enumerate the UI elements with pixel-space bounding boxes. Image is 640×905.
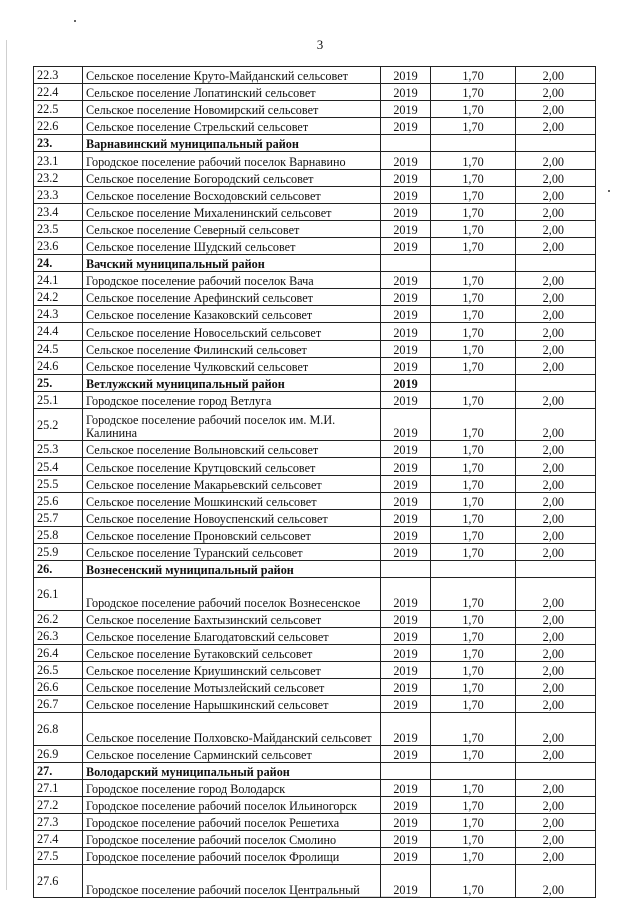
settlement-name: Городское поселение рабочий поселок им. М.И. Калинина bbox=[83, 408, 381, 441]
year-cell: 2019 bbox=[381, 627, 431, 644]
value-cell: 1,70 bbox=[431, 696, 516, 713]
row-number: 22.6 bbox=[34, 118, 83, 135]
value-cell: 2,00 bbox=[516, 306, 596, 323]
value-cell bbox=[431, 762, 516, 779]
year-cell: 2019 bbox=[381, 848, 431, 865]
value-cell: 1,70 bbox=[431, 203, 516, 220]
settlement-name: Варнавинский муниципальный район bbox=[83, 135, 381, 152]
district-row bbox=[34, 762, 596, 779]
value-cell bbox=[431, 561, 516, 578]
settlement-name: Сельское поселение Бутаковский сельсовет bbox=[83, 644, 381, 661]
table-row bbox=[34, 203, 596, 220]
year-cell: 2019 bbox=[381, 306, 431, 323]
table-row bbox=[34, 475, 596, 492]
table-row bbox=[34, 696, 596, 713]
value-cell: 2,00 bbox=[516, 814, 596, 831]
year-cell: 2019 bbox=[381, 441, 431, 458]
year-cell: 2019 bbox=[381, 713, 431, 746]
page-number: 3 bbox=[316, 37, 324, 52]
value-cell: 2,00 bbox=[516, 831, 596, 848]
value-cell: 2,00 bbox=[516, 357, 596, 374]
value-cell: 1,70 bbox=[431, 169, 516, 186]
year-cell: 2019 bbox=[381, 84, 431, 101]
district-row bbox=[34, 135, 596, 152]
table-row bbox=[34, 186, 596, 203]
settlement-name: Сельское поселение Лопатинский сельсовет bbox=[83, 84, 381, 101]
value-cell: 2,00 bbox=[516, 627, 596, 644]
year-cell: 2019 bbox=[381, 374, 431, 391]
settlement-name: Сельское поселение Стрельский сельсовет bbox=[83, 118, 381, 135]
row-number: 23.5 bbox=[34, 220, 83, 237]
table-row bbox=[34, 543, 596, 560]
value-cell: 2,00 bbox=[516, 475, 596, 492]
year-cell: 2019 bbox=[381, 865, 431, 898]
value-cell: 1,70 bbox=[431, 831, 516, 848]
value-cell: 1,70 bbox=[431, 610, 516, 627]
value-cell: 2,00 bbox=[516, 220, 596, 237]
year-cell: 2019 bbox=[381, 391, 431, 408]
table-row bbox=[34, 779, 596, 796]
value-cell: 2,00 bbox=[516, 644, 596, 661]
row-number: 26.2 bbox=[34, 610, 83, 627]
year-cell: 2019 bbox=[381, 152, 431, 169]
value-cell: 2,00 bbox=[516, 745, 596, 762]
value-cell: 2,00 bbox=[516, 543, 596, 560]
row-number: 27.5 bbox=[34, 848, 83, 865]
settlement-name: Городское поселение рабочий поселок Вознесенское bbox=[83, 578, 381, 611]
row-number: 25.9 bbox=[34, 543, 83, 560]
settlement-name: Сельское поселение Филинский сельсовет bbox=[83, 340, 381, 357]
settlement-name: Сельское поселение Криушинский сельсовет bbox=[83, 661, 381, 678]
settlement-name: Сельское поселение Мошкинский сельсовет bbox=[83, 492, 381, 509]
row-number: 24.2 bbox=[34, 289, 83, 306]
value-cell: 1,70 bbox=[431, 679, 516, 696]
settlement-name: Вознесенский муниципальный район bbox=[83, 561, 381, 578]
value-cell: 2,00 bbox=[516, 441, 596, 458]
value-cell: 2,00 bbox=[516, 340, 596, 357]
settlement-name: Сельское поселение Бахтызинский сельсовет bbox=[83, 610, 381, 627]
table-row bbox=[34, 67, 596, 84]
value-cell: 1,70 bbox=[431, 661, 516, 678]
row-number: 24. bbox=[34, 255, 83, 272]
value-cell: 1,70 bbox=[431, 84, 516, 101]
year-cell: 2019 bbox=[381, 458, 431, 475]
row-number: 26.6 bbox=[34, 679, 83, 696]
row-number: 26.3 bbox=[34, 627, 83, 644]
value-cell: 1,70 bbox=[431, 543, 516, 560]
value-cell: 1,70 bbox=[431, 306, 516, 323]
value-cell: 2,00 bbox=[516, 696, 596, 713]
year-cell: 2019 bbox=[381, 118, 431, 135]
value-cell: 2,00 bbox=[516, 186, 596, 203]
row-number: 26.1 bbox=[34, 578, 83, 611]
table-row bbox=[34, 509, 596, 526]
row-number: 26.8 bbox=[34, 713, 83, 746]
row-number: 23.6 bbox=[34, 237, 83, 254]
value-cell: 2,00 bbox=[516, 713, 596, 746]
year-cell: 2019 bbox=[381, 578, 431, 611]
table-row bbox=[34, 796, 596, 813]
year-cell: 2019 bbox=[381, 340, 431, 357]
value-cell: 1,70 bbox=[431, 101, 516, 118]
value-cell: 2,00 bbox=[516, 610, 596, 627]
year-cell: 2019 bbox=[381, 679, 431, 696]
value-cell: 1,70 bbox=[431, 644, 516, 661]
value-cell bbox=[431, 374, 516, 391]
year-cell: 2019 bbox=[381, 220, 431, 237]
year-cell: 2019 bbox=[381, 323, 431, 340]
value-cell: 2,00 bbox=[516, 272, 596, 289]
row-number: 25. bbox=[34, 374, 83, 391]
value-cell: 2,00 bbox=[516, 67, 596, 84]
year-cell: 2019 bbox=[381, 526, 431, 543]
row-number: 24.1 bbox=[34, 272, 83, 289]
settlement-name: Городское поселение рабочий поселок Решетиха bbox=[83, 814, 381, 831]
value-cell: 1,70 bbox=[431, 458, 516, 475]
table-row bbox=[34, 831, 596, 848]
settlement-name: Сельское поселение Северный сельсовет bbox=[83, 220, 381, 237]
table-row bbox=[34, 84, 596, 101]
value-cell: 1,70 bbox=[431, 408, 516, 441]
value-cell: 1,70 bbox=[431, 67, 516, 84]
value-cell: 2,00 bbox=[516, 84, 596, 101]
table-row bbox=[34, 289, 596, 306]
scan-dot bbox=[608, 190, 610, 192]
settlement-name: Сельское поселение Новоуспенский сельсовет bbox=[83, 509, 381, 526]
year-cell: 2019 bbox=[381, 745, 431, 762]
year-cell: 2019 bbox=[381, 610, 431, 627]
table-row bbox=[34, 169, 596, 186]
settlement-name: Городское поселение город Ветлуга bbox=[83, 391, 381, 408]
row-number: 26.4 bbox=[34, 644, 83, 661]
year-cell bbox=[381, 762, 431, 779]
year-cell bbox=[381, 561, 431, 578]
year-cell: 2019 bbox=[381, 644, 431, 661]
value-cell: 2,00 bbox=[516, 323, 596, 340]
value-cell: 2,00 bbox=[516, 865, 596, 898]
year-cell: 2019 bbox=[381, 779, 431, 796]
settlement-name: Сельское поселение Казаковский сельсовет bbox=[83, 306, 381, 323]
value-cell: 2,00 bbox=[516, 237, 596, 254]
district-row bbox=[34, 374, 596, 391]
value-cell: 2,00 bbox=[516, 458, 596, 475]
value-cell bbox=[516, 561, 596, 578]
table-row bbox=[34, 152, 596, 169]
year-cell: 2019 bbox=[381, 289, 431, 306]
value-cell: 1,70 bbox=[431, 323, 516, 340]
table-row bbox=[34, 679, 596, 696]
value-cell: 1,70 bbox=[431, 578, 516, 611]
settlement-name: Городское поселение рабочий поселок Фролищи bbox=[83, 848, 381, 865]
table-row bbox=[34, 323, 596, 340]
table-row bbox=[34, 441, 596, 458]
table-row bbox=[34, 644, 596, 661]
district-row bbox=[34, 255, 596, 272]
settlement-name: Сельское поселение Богородский сельсовет bbox=[83, 169, 381, 186]
value-cell: 2,00 bbox=[516, 848, 596, 865]
table-row bbox=[34, 578, 596, 611]
value-cell: 2,00 bbox=[516, 408, 596, 441]
value-cell: 1,70 bbox=[431, 745, 516, 762]
settlement-name: Сельское поселение Шудский сельсовет bbox=[83, 237, 381, 254]
row-number: 25.5 bbox=[34, 475, 83, 492]
value-cell bbox=[516, 762, 596, 779]
year-cell: 2019 bbox=[381, 696, 431, 713]
year-cell: 2019 bbox=[381, 67, 431, 84]
table-row bbox=[34, 865, 596, 898]
settlement-name: Сельское поселение Восходовский сельсовет bbox=[83, 186, 381, 203]
table-row bbox=[34, 745, 596, 762]
year-cell bbox=[381, 255, 431, 272]
settlement-name: Сельское поселение Крутцовский сельсовет bbox=[83, 458, 381, 475]
settlement-name: Сельское поселение Чулковский сельсовет bbox=[83, 357, 381, 374]
value-cell: 1,70 bbox=[431, 186, 516, 203]
row-number: 25.6 bbox=[34, 492, 83, 509]
settlements-table bbox=[33, 66, 596, 898]
settlement-name: Сельское поселение Михаленинский сельсовет bbox=[83, 203, 381, 220]
value-cell: 2,00 bbox=[516, 391, 596, 408]
year-cell: 2019 bbox=[381, 814, 431, 831]
table-row bbox=[34, 220, 596, 237]
row-number: 27.3 bbox=[34, 814, 83, 831]
value-cell: 1,70 bbox=[431, 340, 516, 357]
row-number: 24.5 bbox=[34, 340, 83, 357]
settlement-name: Городское поселение город Володарск bbox=[83, 779, 381, 796]
value-cell: 1,70 bbox=[431, 713, 516, 746]
year-cell: 2019 bbox=[381, 492, 431, 509]
table-row bbox=[34, 627, 596, 644]
value-cell: 1,70 bbox=[431, 441, 516, 458]
table-row bbox=[34, 492, 596, 509]
value-cell: 1,70 bbox=[431, 865, 516, 898]
value-cell: 2,00 bbox=[516, 203, 596, 220]
value-cell: 2,00 bbox=[516, 796, 596, 813]
value-cell: 1,70 bbox=[431, 526, 516, 543]
settlement-name: Сельское поселение Нарышкинский сельсовет bbox=[83, 696, 381, 713]
settlement-name: Сельское поселение Новомирский сельсовет bbox=[83, 101, 381, 118]
settlement-name: Сельское поселение Макарьевский сельсовет bbox=[83, 475, 381, 492]
year-cell: 2019 bbox=[381, 661, 431, 678]
value-cell: 2,00 bbox=[516, 101, 596, 118]
value-cell: 1,70 bbox=[431, 779, 516, 796]
value-cell: 2,00 bbox=[516, 578, 596, 611]
year-cell: 2019 bbox=[381, 272, 431, 289]
settlement-name: Городское поселение рабочий поселок Ильиногорск bbox=[83, 796, 381, 813]
table-row bbox=[34, 272, 596, 289]
row-number: 24.4 bbox=[34, 323, 83, 340]
value-cell: 2,00 bbox=[516, 152, 596, 169]
settlement-name: Сельское поселение Круто-Майданский сельсовет bbox=[83, 67, 381, 84]
value-cell: 1,70 bbox=[431, 237, 516, 254]
value-cell: 1,70 bbox=[431, 152, 516, 169]
settlement-name: Сельское поселение Туранский сельсовет bbox=[83, 543, 381, 560]
table-row bbox=[34, 458, 596, 475]
value-cell: 2,00 bbox=[516, 661, 596, 678]
value-cell: 2,00 bbox=[516, 779, 596, 796]
value-cell: 1,70 bbox=[431, 814, 516, 831]
value-cell: 1,70 bbox=[431, 289, 516, 306]
value-cell: 2,00 bbox=[516, 509, 596, 526]
value-cell: 1,70 bbox=[431, 492, 516, 509]
settlement-name: Володарский муниципальный район bbox=[83, 762, 381, 779]
settlement-name: Сельское поселение Волыновский сельсовет bbox=[83, 441, 381, 458]
row-number: 26.5 bbox=[34, 661, 83, 678]
settlement-name: Сельское поселение Арефинский сельсовет bbox=[83, 289, 381, 306]
settlement-name: Городское поселение рабочий поселок Смолино bbox=[83, 831, 381, 848]
year-cell: 2019 bbox=[381, 169, 431, 186]
row-number: 25.2 bbox=[34, 408, 83, 441]
value-cell: 1,70 bbox=[431, 220, 516, 237]
scan-dot bbox=[74, 20, 76, 22]
year-cell: 2019 bbox=[381, 831, 431, 848]
value-cell: 2,00 bbox=[516, 492, 596, 509]
value-cell bbox=[516, 255, 596, 272]
year-cell: 2019 bbox=[381, 796, 431, 813]
value-cell: 1,70 bbox=[431, 475, 516, 492]
value-cell: 2,00 bbox=[516, 169, 596, 186]
year-cell: 2019 bbox=[381, 475, 431, 492]
table-row bbox=[34, 713, 596, 746]
year-cell: 2019 bbox=[381, 509, 431, 526]
settlement-name: Городское поселение рабочий поселок Центральный bbox=[83, 865, 381, 898]
row-number: 24.6 bbox=[34, 357, 83, 374]
value-cell bbox=[516, 374, 596, 391]
value-cell: 1,70 bbox=[431, 627, 516, 644]
year-cell: 2019 bbox=[381, 408, 431, 441]
value-cell: 2,00 bbox=[516, 289, 596, 306]
settlement-name: Городское поселение рабочий поселок Варнавино bbox=[83, 152, 381, 169]
scan-edge-left bbox=[6, 40, 7, 890]
table-row bbox=[34, 391, 596, 408]
value-cell: 2,00 bbox=[516, 679, 596, 696]
settlement-name: Городское поселение рабочий поселок Вача bbox=[83, 272, 381, 289]
row-number: 27.1 bbox=[34, 779, 83, 796]
table-row bbox=[34, 526, 596, 543]
table-row bbox=[34, 610, 596, 627]
row-number: 25.4 bbox=[34, 458, 83, 475]
row-number: 23.2 bbox=[34, 169, 83, 186]
value-cell: 1,70 bbox=[431, 796, 516, 813]
value-cell bbox=[516, 135, 596, 152]
table-row bbox=[34, 848, 596, 865]
year-cell bbox=[381, 135, 431, 152]
settlement-name: Вачский муниципальный район bbox=[83, 255, 381, 272]
table-row bbox=[34, 661, 596, 678]
row-number: 26.7 bbox=[34, 696, 83, 713]
row-number: 23. bbox=[34, 135, 83, 152]
value-cell: 1,70 bbox=[431, 848, 516, 865]
year-cell: 2019 bbox=[381, 101, 431, 118]
row-number: 23.4 bbox=[34, 203, 83, 220]
row-number: 26. bbox=[34, 561, 83, 578]
year-cell: 2019 bbox=[381, 203, 431, 220]
value-cell: 1,70 bbox=[431, 118, 516, 135]
row-number: 23.3 bbox=[34, 186, 83, 203]
settlement-name: Сельское поселение Сарминский сельсовет bbox=[83, 745, 381, 762]
table-row bbox=[34, 306, 596, 323]
value-cell: 1,70 bbox=[431, 272, 516, 289]
row-number: 27. bbox=[34, 762, 83, 779]
table-row bbox=[34, 340, 596, 357]
row-number: 27.4 bbox=[34, 831, 83, 848]
table-body bbox=[34, 67, 596, 898]
row-number: 22.3 bbox=[34, 67, 83, 84]
row-number: 25.1 bbox=[34, 391, 83, 408]
district-row bbox=[34, 561, 596, 578]
row-number: 25.3 bbox=[34, 441, 83, 458]
year-cell: 2019 bbox=[381, 357, 431, 374]
row-number: 27.2 bbox=[34, 796, 83, 813]
value-cell bbox=[431, 135, 516, 152]
table-row bbox=[34, 814, 596, 831]
year-cell: 2019 bbox=[381, 186, 431, 203]
table-row bbox=[34, 237, 596, 254]
row-number: 23.1 bbox=[34, 152, 83, 169]
row-number: 25.7 bbox=[34, 509, 83, 526]
settlement-name: Ветлужский муниципальный район bbox=[83, 374, 381, 391]
table-row bbox=[34, 357, 596, 374]
table-row bbox=[34, 408, 596, 441]
value-cell: 2,00 bbox=[516, 526, 596, 543]
settlement-name: Сельское поселение Мотызлейский сельсовет bbox=[83, 679, 381, 696]
row-number: 22.5 bbox=[34, 101, 83, 118]
table-row bbox=[34, 101, 596, 118]
row-number: 22.4 bbox=[34, 84, 83, 101]
value-cell: 1,70 bbox=[431, 509, 516, 526]
row-number: 27.6 bbox=[34, 865, 83, 898]
row-number: 24.3 bbox=[34, 306, 83, 323]
value-cell: 1,70 bbox=[431, 357, 516, 374]
settlement-name: Сельское поселение Благодатовский сельсовет bbox=[83, 627, 381, 644]
row-number: 25.8 bbox=[34, 526, 83, 543]
settlement-name: Сельское поселение Новосельский сельсовет bbox=[83, 323, 381, 340]
year-cell: 2019 bbox=[381, 543, 431, 560]
row-number: 26.9 bbox=[34, 745, 83, 762]
table-row bbox=[34, 118, 596, 135]
value-cell bbox=[431, 255, 516, 272]
value-cell: 2,00 bbox=[516, 118, 596, 135]
year-cell: 2019 bbox=[381, 237, 431, 254]
settlement-name: Сельское поселение Проновский сельсовет bbox=[83, 526, 381, 543]
value-cell: 1,70 bbox=[431, 391, 516, 408]
settlement-name: Сельское поселение Полховско-Майданский сельсовет bbox=[83, 713, 381, 746]
